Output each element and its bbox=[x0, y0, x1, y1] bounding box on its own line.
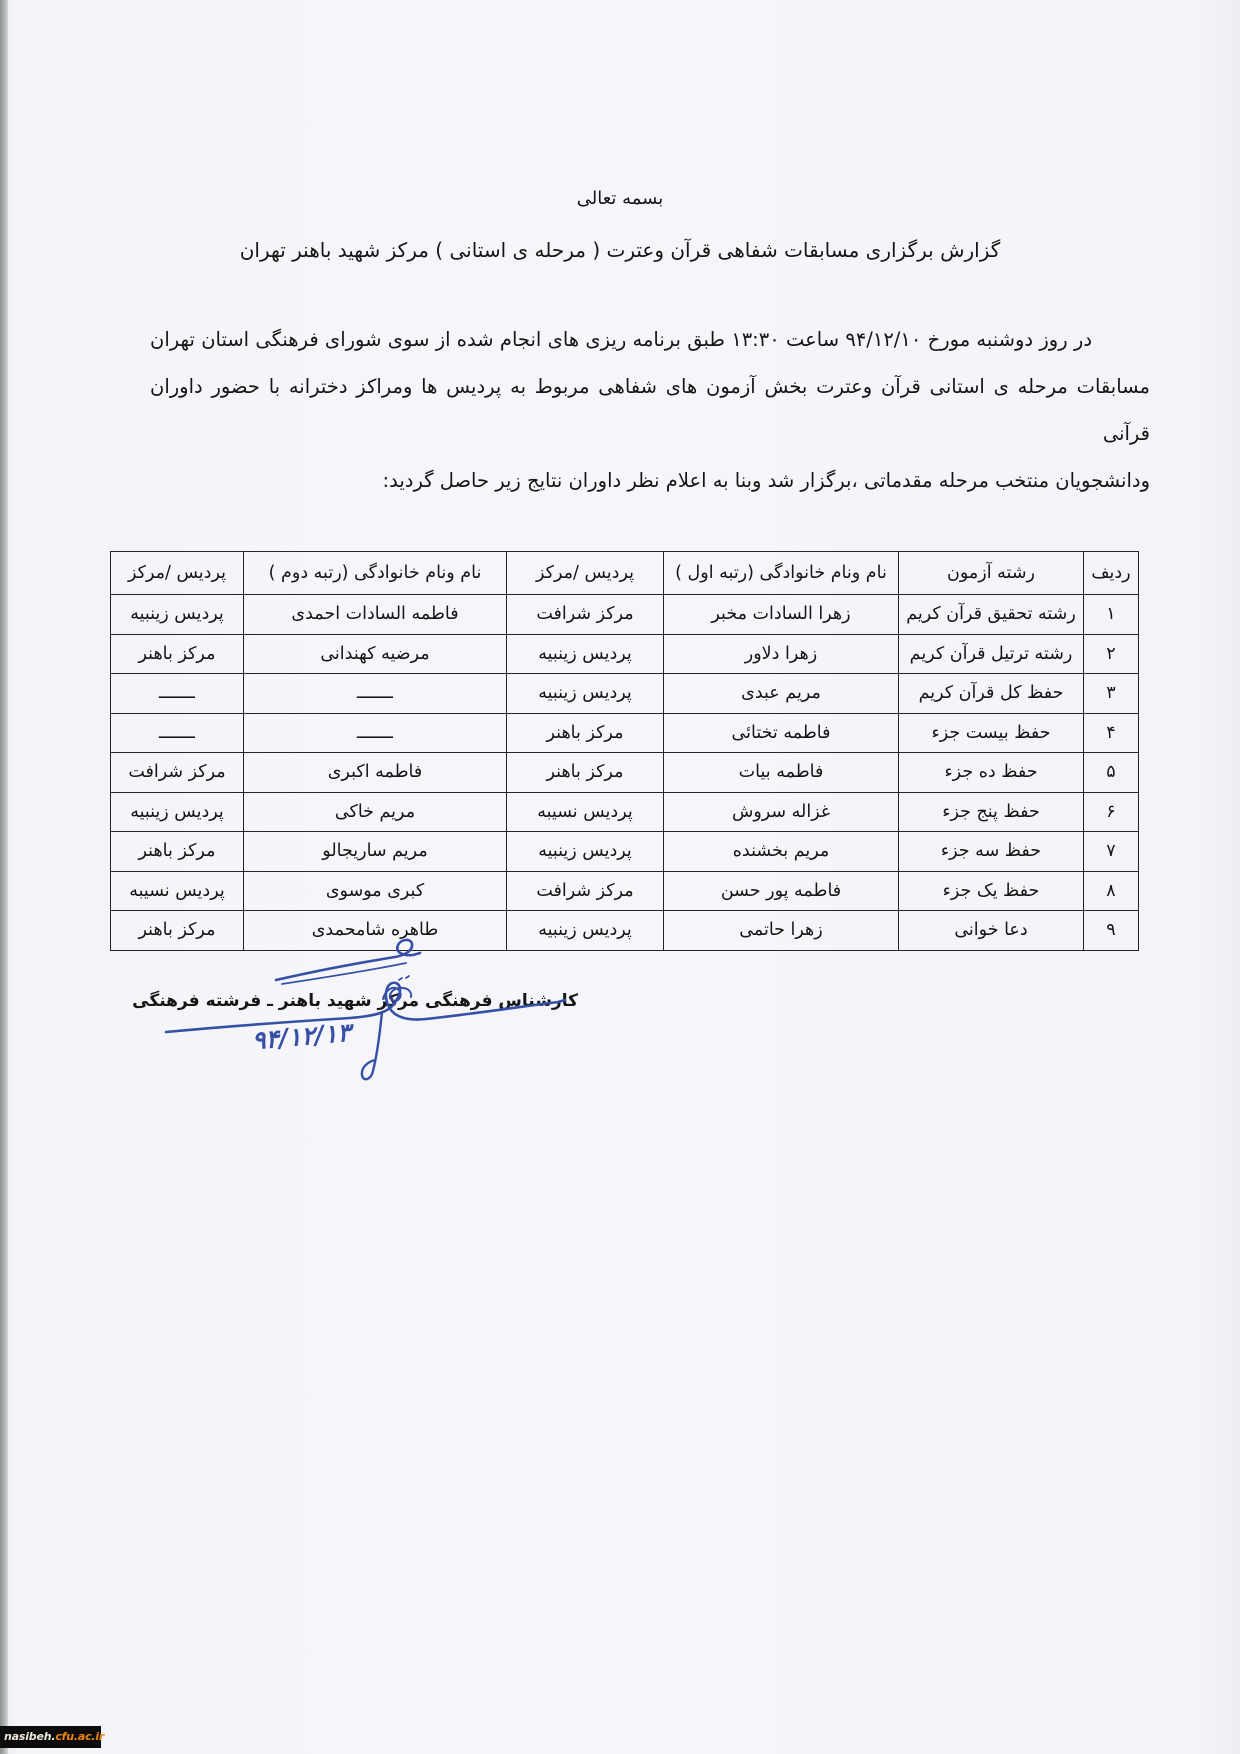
results-table bbox=[110, 551, 1139, 951]
table-cell-4: ـــــــ bbox=[244, 674, 507, 714]
table-row bbox=[111, 792, 1139, 832]
table-cell-3: مرکز شرافت bbox=[507, 595, 664, 635]
table-cell-1: حفظ یک جزء bbox=[899, 871, 1084, 911]
table-cell-0: ۹ bbox=[1084, 911, 1139, 951]
column-header-5: پردیس /مرکز bbox=[111, 552, 244, 595]
table-row bbox=[111, 871, 1139, 911]
table-cell-4: مریم خاکی bbox=[244, 792, 507, 832]
table-cell-5: مرکز شرافت bbox=[111, 753, 244, 793]
table-cell-3: پردیس زینبیه bbox=[507, 832, 664, 872]
table-cell-4: ـــــــ bbox=[244, 713, 507, 753]
table-cell-4: فاطمه السادات احمدی bbox=[244, 595, 507, 635]
table-cell-2: زهرا دلاور bbox=[664, 634, 899, 674]
table-cell-5: مرکز باهنر bbox=[111, 911, 244, 951]
table-cell-3: مرکز باهنر bbox=[507, 753, 664, 793]
column-header-4: نام ونام خانوادگی (رتبه دوم ) bbox=[244, 552, 507, 595]
report-title: گزارش برگزاری مسابقات شفاهی قرآن وعترت ( مرحله ی استانی ) مرکز شهید باهنر تهران bbox=[239, 238, 1001, 262]
table-cell-1: رشته ترتیل قرآن کریم bbox=[899, 634, 1084, 674]
table-cell-0: ۵ bbox=[1084, 753, 1139, 793]
table-cell-5: پردیس نسیبه bbox=[111, 871, 244, 911]
table-header-row bbox=[111, 552, 1139, 595]
table-cell-0: ۲ bbox=[1084, 634, 1139, 674]
table-cell-5: ـــــــ bbox=[111, 713, 244, 753]
table-cell-2: فاطمه بیات bbox=[664, 753, 899, 793]
table-cell-0: ۴ bbox=[1084, 713, 1139, 753]
table-cell-2: غزاله سروش bbox=[664, 792, 899, 832]
table-cell-3: پردیس زینبیه bbox=[507, 911, 664, 951]
pen-signature-scribble bbox=[132, 928, 630, 1098]
site-watermark bbox=[0, 1726, 105, 1748]
besmele-heading: بسمه تعالی bbox=[576, 188, 664, 209]
table-row bbox=[111, 753, 1139, 793]
table-cell-2: فاطمه پور حسن bbox=[664, 871, 899, 911]
table-cell-0: ۶ bbox=[1084, 792, 1139, 832]
table-cell-1: حفظ پنج جزء bbox=[899, 792, 1084, 832]
table-row bbox=[111, 634, 1139, 674]
table-cell-2: مریم عبدی bbox=[664, 674, 899, 714]
table-cell-4: کبری موسوی bbox=[244, 871, 507, 911]
paragraph-line-3: ودانشجویان منتخب مرحله مقدماتی ،برگزار شد وبنا به اعلام نظر داوران نتایج زیر حاصل گردید: bbox=[382, 469, 1150, 492]
scanner-edge-shadow bbox=[0, 0, 8, 1754]
table-cell-0: ۸ bbox=[1084, 871, 1139, 911]
table-cell-1: حفظ کل قرآن کریم bbox=[899, 674, 1084, 714]
table-cell-1: حفظ سه جزء bbox=[899, 832, 1084, 872]
table-row bbox=[111, 713, 1139, 753]
table-cell-4: مریم ساریجالو bbox=[244, 832, 507, 872]
table-cell-5: مرکز باهنر bbox=[111, 832, 244, 872]
table-cell-2: زهرا حاتمی bbox=[664, 911, 899, 951]
table-body bbox=[111, 595, 1139, 951]
table-cell-1: رشته تحقیق قرآن کریم bbox=[899, 595, 1084, 635]
table-cell-3: مرکز شرافت bbox=[507, 871, 664, 911]
table-cell-5: مرکز باهنر bbox=[111, 634, 244, 674]
handwritten-date: ۹۴/۱۲/۱۳ bbox=[250, 1017, 352, 1056]
table-cell-2: مریم بخشنده bbox=[664, 832, 899, 872]
table-cell-4: طاهره شامحمدی bbox=[244, 911, 507, 951]
table-cell-1: حفظ بیست جزء bbox=[899, 713, 1084, 753]
table-cell-2: زهرا السادات مخبر bbox=[664, 595, 899, 635]
table-cell-5: پردیس زینبیه bbox=[111, 595, 244, 635]
table-cell-4: فاطمه اکبری bbox=[244, 753, 507, 793]
table-cell-0: ۱ bbox=[1084, 595, 1139, 635]
table-cell-1: دعا خوانی bbox=[899, 911, 1084, 951]
column-header-1: رشته آزمون bbox=[899, 552, 1084, 595]
table-cell-5: ـــــــ bbox=[111, 674, 244, 714]
paragraph-line-2: مسابقات مرحله ی استانی قرآن وعترت بخش آزمون های شفاهی مربوط به پردیس ها ومراکز دخترانه با حضور داوران قرآنی bbox=[150, 375, 1150, 445]
table-cell-3: پردیس زینبیه bbox=[507, 634, 664, 674]
paragraph-line-1: در روز دوشنبه مورخ ۹۴/۱۲/۱۰ ساعت ۱۳:۳۰ طبق برنامه ریزی های انجام شده از سوی شورای فرهنگی استان تهران bbox=[150, 328, 1092, 351]
table-cell-5: پردیس زینبیه bbox=[111, 792, 244, 832]
table-cell-3: پردیس زینبیه bbox=[507, 674, 664, 714]
table-row bbox=[111, 832, 1139, 872]
table-cell-4: مرضیه کهندانی bbox=[244, 634, 507, 674]
table-cell-0: ۷ bbox=[1084, 832, 1139, 872]
watermark-suffix: cfu.ac.ir bbox=[55, 1730, 105, 1743]
table-cell-3: پردیس نسیبه bbox=[507, 792, 664, 832]
report-body-paragraph bbox=[150, 316, 1150, 504]
column-header-0: ردیف bbox=[1084, 552, 1139, 595]
table-cell-0: ۳ bbox=[1084, 674, 1139, 714]
table-row bbox=[111, 595, 1139, 635]
table-cell-1: حفظ ده جزء bbox=[899, 753, 1084, 793]
column-header-2: نام ونام خانوادگی (رتبه اول ) bbox=[664, 552, 899, 595]
column-header-3: پردیس /مرکز bbox=[507, 552, 664, 595]
table-cell-3: مرکز باهنر bbox=[507, 713, 664, 753]
signature-title-text: کارشناس فرهنگی مرکز شهید باهنر ـ فرشته فرهنگی bbox=[132, 991, 578, 1011]
table-row bbox=[111, 674, 1139, 714]
table-cell-2: فاطمه تختائی bbox=[664, 713, 899, 753]
watermark-prefix: nasibeh. bbox=[4, 1730, 56, 1743]
